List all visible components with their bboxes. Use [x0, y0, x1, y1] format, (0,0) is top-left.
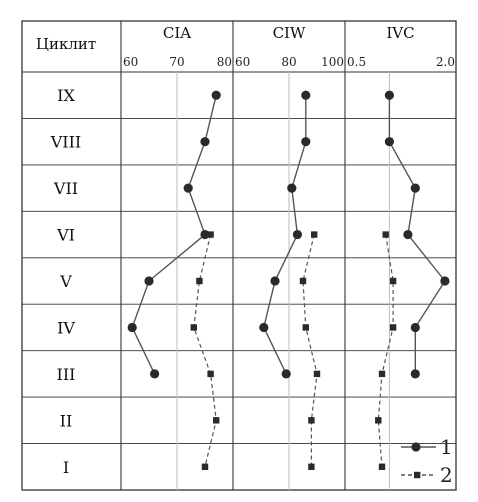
row-label-I: I	[62, 457, 70, 477]
x-tick-label: 2.0	[435, 55, 455, 69]
legend-label-2: 2	[440, 463, 453, 487]
series-1-point	[403, 230, 412, 239]
row-label-II: II	[59, 411, 73, 431]
legend-label-1: 1	[440, 435, 453, 459]
series-2-point	[303, 324, 309, 330]
series-2-point	[311, 231, 317, 237]
series-2-point	[207, 371, 213, 377]
series-1-point	[200, 137, 209, 146]
series-1-point	[144, 276, 153, 285]
series-1-point	[293, 230, 302, 239]
series-1-point	[411, 184, 420, 193]
row-label-VII: VII	[53, 179, 79, 199]
series-2-point	[196, 278, 202, 284]
series-1-point	[212, 91, 221, 100]
row-label-VI: VI	[57, 225, 75, 245]
series-1-point	[150, 369, 159, 378]
series-1-point	[287, 184, 296, 193]
series-1-line	[389, 95, 445, 374]
x-tick-label: 60	[235, 55, 251, 69]
series-1-point	[301, 91, 310, 100]
series-1-point	[128, 323, 137, 332]
series-2-point	[207, 231, 213, 237]
series-2-point	[379, 464, 385, 470]
series-2-point	[191, 324, 197, 330]
series-1-point	[270, 276, 279, 285]
series-1-point	[411, 369, 420, 378]
row-label-VIII: VIII	[50, 132, 82, 152]
panel-title-ivc: IVC	[386, 24, 415, 42]
legend-marker-1	[411, 442, 420, 451]
series-2-point	[383, 231, 389, 237]
series-1-point	[385, 137, 394, 146]
x-tick-label: 0.5	[347, 55, 367, 69]
series-1-point	[184, 184, 193, 193]
series-2-point	[379, 371, 385, 377]
series-2-point	[308, 417, 314, 423]
series-1-point	[301, 137, 310, 146]
x-tick-label: 70	[169, 55, 185, 69]
series-2-point	[300, 278, 306, 284]
panel-cia	[123, 24, 232, 490]
series-1-point	[440, 276, 449, 285]
series-1-point	[411, 323, 420, 332]
panel-ivc	[347, 24, 455, 490]
series-2-point	[390, 278, 396, 284]
row-label-III: III	[56, 364, 76, 384]
series-1-point	[259, 323, 268, 332]
chart-panels	[123, 24, 455, 490]
panel-ciw	[235, 24, 344, 490]
legend-marker-2	[414, 472, 420, 478]
series-2-point	[390, 324, 396, 330]
series-2-point	[202, 464, 208, 470]
row-header-label: Циклит	[35, 35, 97, 53]
legend	[401, 435, 453, 487]
series-2-point	[375, 417, 381, 423]
series-2-point	[308, 464, 314, 470]
x-tick-label: 60	[123, 55, 139, 69]
panel-title-ciw: CIW	[272, 24, 306, 42]
panel-title-cia: CIA	[162, 24, 192, 42]
row-label-V: V	[60, 272, 72, 291]
series-1-point	[282, 369, 291, 378]
series-1-point	[385, 91, 394, 100]
x-tick-label: 80	[216, 55, 232, 69]
row-label-IX: IX	[57, 86, 75, 106]
series-2-point	[314, 371, 320, 377]
row-labels	[50, 86, 82, 477]
series-2-point	[213, 417, 219, 423]
x-tick-label: 80	[281, 55, 297, 69]
row-label-IV: IV	[57, 318, 75, 338]
x-tick-label: 100	[321, 55, 344, 69]
